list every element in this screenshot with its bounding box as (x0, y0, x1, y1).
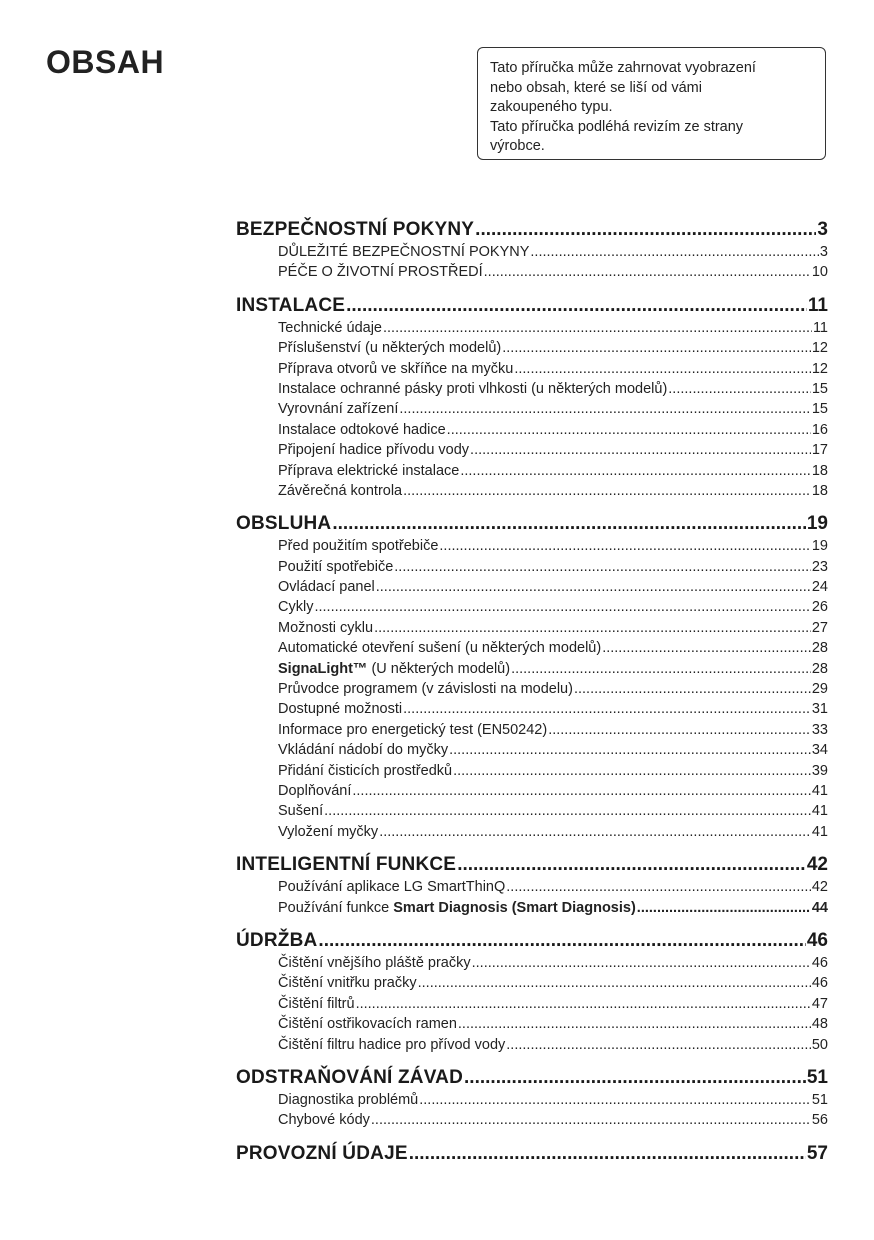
dot-leader (371, 1110, 811, 1130)
entry-title (278, 481, 402, 501)
page-number: 27 (811, 619, 828, 636)
dot-leader (506, 1035, 811, 1055)
toc-entry[interactable] (236, 359, 828, 379)
page-number: 15 (811, 380, 828, 397)
toc-section-heading[interactable] (236, 219, 828, 241)
dot-leader (511, 659, 811, 679)
table-of-contents (236, 219, 828, 1177)
toc-entry[interactable] (236, 1110, 828, 1130)
dot-leader (602, 638, 811, 658)
toc-entry[interactable] (236, 379, 828, 399)
dot-leader (409, 1143, 806, 1165)
page-number: 28 (811, 640, 828, 657)
section-title: INTELIGENTNÍ FUNKCE (236, 854, 457, 876)
entry-title (278, 953, 471, 973)
entry-title (278, 638, 601, 658)
toc-entry[interactable] (236, 953, 828, 973)
entry-title-text: Čištění vnějšího pláště pračky (278, 954, 471, 971)
dot-leader (447, 420, 811, 440)
page-number: 51 (811, 1091, 828, 1108)
section-title: BEZPEČNOSTNÍ POKYNY (236, 219, 475, 240)
dot-leader (318, 930, 805, 952)
dot-leader (379, 822, 811, 842)
page-number: 16 (811, 421, 828, 438)
entry-title-text: Dostupné možnosti (278, 701, 403, 718)
toc-entry[interactable] (236, 822, 828, 842)
entry-title-text: Doplňování (278, 782, 352, 799)
page-number: 11 (812, 319, 828, 336)
toc-entry[interactable] (236, 338, 828, 358)
entry-title-text: Připojení hadice přívodu vody (278, 442, 470, 459)
toc-entry[interactable] (236, 1014, 828, 1034)
entry-title-text: Technické údaje (278, 319, 382, 336)
dot-leader (530, 242, 819, 262)
toc-entry[interactable] (236, 973, 828, 993)
toc-section (236, 1067, 828, 1131)
entry-title-text: Používání funkce (278, 899, 394, 916)
toc-section-heading[interactable] (236, 854, 828, 876)
entry-title-bold: SignaLight™ (278, 660, 368, 677)
dot-leader (394, 557, 811, 577)
entry-title-text: (U některých modelů) (367, 660, 511, 677)
toc-entry[interactable] (236, 577, 828, 597)
page-number: 11 (807, 294, 828, 316)
page-number: 24 (811, 579, 828, 596)
dot-leader (399, 399, 811, 419)
toc-section (236, 1143, 828, 1165)
dot-leader (668, 379, 811, 399)
entry-title-text: Sušení (278, 803, 324, 820)
note-line: Tato příručka může zahrnovat vyobrazení (490, 60, 756, 76)
entry-title (278, 461, 459, 481)
dot-leader (383, 318, 812, 338)
entry-title-text: Příslušenství (u některých modelů) (278, 340, 502, 357)
entry-title (278, 659, 510, 679)
dot-leader (403, 699, 811, 719)
toc-entry[interactable] (236, 481, 828, 501)
dot-leader (418, 973, 811, 993)
toc-entry[interactable] (236, 597, 828, 617)
note-line: Tato příručka podléhá revizím ze strany (490, 118, 744, 135)
dot-leader (548, 720, 811, 740)
entry-title (278, 781, 351, 801)
entry-title-text: Čištění filtru hadice pro přívod vody (278, 1036, 506, 1053)
toc-section (236, 295, 828, 502)
dot-leader (502, 338, 811, 358)
dot-leader (324, 801, 811, 821)
page-number: 41 (811, 823, 828, 840)
toc-entry[interactable] (236, 262, 828, 282)
entry-title-text: Používání aplikace LG SmartThinQ (278, 879, 506, 896)
dot-leader (472, 953, 811, 973)
dot-leader (419, 1090, 811, 1110)
toc-entry[interactable] (236, 618, 828, 638)
toc-entry[interactable] (236, 557, 828, 577)
entry-title-text: Instalace odtokové hadice (278, 421, 446, 438)
dot-leader (346, 295, 807, 317)
page-number: 29 (811, 681, 828, 698)
toc-entry[interactable] (236, 420, 828, 440)
page-number: 42 (806, 854, 828, 876)
entry-title-text: Cykly (278, 599, 314, 616)
page-number: 57 (806, 1142, 828, 1164)
entry-title-text: Diagnostika problémů (278, 1091, 419, 1108)
page-number: 44 (811, 899, 828, 916)
page-number: 17 (811, 442, 828, 459)
page-number: 19 (811, 538, 828, 555)
entry-title (278, 699, 402, 719)
toc-entry[interactable] (236, 318, 828, 338)
entry-title-text: Před použitím spotřebiče (278, 538, 439, 555)
entry-title (278, 557, 393, 577)
dot-leader (352, 781, 811, 801)
dot-leader (460, 461, 811, 481)
dot-leader (356, 994, 811, 1014)
entry-title-text: Chybové kódy (278, 1112, 370, 1129)
entry-title-bold: Smart Diagnosis (Smart Diagnosis) (393, 899, 636, 916)
entry-title (278, 1035, 505, 1055)
page-number: 42 (811, 879, 828, 896)
page-number: 23 (811, 558, 828, 575)
page-number: 3 (819, 244, 828, 260)
entry-title-text: Informace pro energetický test (EN50242) (278, 721, 548, 738)
toc-section-heading[interactable] (236, 513, 828, 535)
dot-leader (439, 536, 810, 556)
toc-section (236, 854, 828, 918)
page-number: 28 (811, 660, 828, 677)
entry-title-text: Průvodce programem (v závislosti na modelu) (278, 681, 573, 698)
dot-leader (484, 262, 811, 282)
entry-title (278, 420, 446, 440)
entry-title (278, 597, 313, 617)
toc-section (236, 930, 828, 1055)
entry-title (278, 379, 667, 399)
entry-title (278, 822, 378, 842)
entry-title-text: Možnosti cyklu (278, 619, 374, 636)
toc-entry[interactable] (236, 399, 828, 419)
toc-entry[interactable] (236, 1090, 828, 1110)
toc-entry[interactable] (236, 440, 828, 460)
page-number: 19 (806, 513, 828, 535)
entry-title (278, 1090, 418, 1110)
entry-title (278, 740, 448, 760)
page-number: 18 (811, 462, 828, 479)
section-title: ODSTRAŇOVÁNÍ ZÁVAD (236, 1066, 464, 1088)
section-title: INSTALACE (236, 294, 346, 316)
entry-title-text: Ovládací panel (278, 579, 375, 596)
page-number: 18 (811, 482, 828, 499)
page-number: 46 (806, 929, 828, 951)
page-number: 15 (811, 401, 828, 418)
dot-leader (453, 761, 811, 781)
toc-entry[interactable] (236, 761, 828, 781)
page-number: 46 (811, 954, 828, 971)
entry-title-text: Příprava elektrické instalace (278, 462, 460, 479)
entry-title (278, 242, 529, 262)
entry-title-text: Příprava otvorů ve skříňce na myčku (278, 360, 514, 377)
entry-title-text: Vyložení myčky (278, 823, 379, 840)
toc-section-heading[interactable] (236, 1067, 828, 1089)
entry-title (278, 618, 373, 638)
page-number: 34 (811, 742, 828, 759)
entry-title (278, 1014, 457, 1034)
entry-title (278, 1110, 370, 1130)
entry-title-text: Čištění filtrů (278, 995, 355, 1012)
page-number: 56 (811, 1112, 828, 1129)
toc-entry[interactable] (236, 536, 828, 556)
toc-entry[interactable] (236, 781, 828, 801)
entry-title-text: Čištění ostřikovacích ramen (278, 1016, 457, 1033)
entry-title-text: Automatické otevření sušení (u některých modelů) (278, 640, 602, 657)
page-number: 12 (811, 360, 828, 377)
dot-leader (637, 898, 811, 918)
dot-leader (457, 854, 806, 876)
entry-title-text: PÉČE O ŽIVOTNÍ PROSTŘEDÍ (278, 264, 483, 281)
toc-entry[interactable] (236, 242, 828, 262)
entry-title (278, 801, 323, 821)
dot-leader (464, 1067, 806, 1089)
entry-title (278, 359, 513, 379)
page-number: 50 (811, 1036, 828, 1053)
toc-entry[interactable] (236, 720, 828, 740)
toc-section (236, 513, 828, 842)
entry-title-text: Čištění vnitřku pračky (278, 975, 417, 992)
dot-leader (470, 440, 811, 460)
entry-title-text: Vkládání nádobí do myčky (278, 742, 449, 759)
dot-leader (374, 618, 811, 638)
entry-title (278, 898, 636, 918)
entry-title-text: Instalace ochranné pásky proti vlhkosti (u některých modelů) (278, 380, 668, 397)
page-number: 39 (811, 762, 828, 779)
entry-title-text: DŮLEŽITÉ BEZPEČNOSTNÍ POKYNY (278, 244, 530, 260)
entry-title (278, 994, 355, 1014)
page-number: 47 (811, 995, 828, 1012)
page-number: 46 (811, 975, 828, 992)
section-title: PROVOZNÍ ÚDAJE (236, 1142, 408, 1164)
section-title: ÚDRŽBA (236, 929, 318, 951)
dot-leader (458, 1014, 811, 1034)
entry-title (278, 536, 438, 556)
section-title: OBSLUHA (236, 513, 332, 535)
entry-title-text: Použití spotřebiče (278, 558, 394, 575)
page-number: 48 (811, 1016, 828, 1033)
toc-entry[interactable] (236, 994, 828, 1014)
entry-title-text: Závěrečná kontrola (278, 482, 403, 499)
dot-leader (475, 219, 816, 241)
toc-entry[interactable] (236, 659, 828, 679)
entry-title (278, 720, 547, 740)
dot-leader (332, 513, 806, 535)
toc-section-heading[interactable] (236, 295, 828, 317)
toc-entry[interactable] (236, 801, 828, 821)
note-line: výrobce. (490, 138, 545, 154)
note-line: nebo obsah, které se liší od vámi (490, 79, 702, 96)
entry-title (278, 440, 469, 460)
disclaimer-note (477, 47, 826, 160)
dot-leader (449, 740, 811, 760)
note-line: zakoupeného typu. (490, 99, 613, 115)
toc-entry[interactable] (236, 679, 828, 699)
toc-entry[interactable] (236, 461, 828, 481)
page-number: 41 (811, 803, 828, 820)
entry-title (278, 877, 505, 897)
toc-section-heading[interactable] (236, 1143, 828, 1165)
dot-leader (514, 359, 811, 379)
entry-title (278, 262, 483, 282)
page-number: 41 (811, 782, 828, 799)
toc-section (236, 219, 828, 283)
page-number: 12 (811, 340, 828, 357)
page-number: 31 (811, 701, 828, 718)
toc-entry[interactable] (236, 699, 828, 719)
toc-entry[interactable] (236, 638, 828, 658)
toc-entry[interactable] (236, 740, 828, 760)
entry-title (278, 318, 382, 338)
dot-leader (574, 679, 811, 699)
toc-section-heading[interactable] (236, 930, 828, 952)
entry-title (278, 577, 375, 597)
toc-entry[interactable] (236, 877, 828, 897)
entry-title (278, 973, 417, 993)
toc-entry[interactable] (236, 898, 828, 918)
dot-leader (376, 577, 811, 597)
entry-title-text: Přidání čisticích prostředků (278, 762, 453, 779)
entry-title (278, 761, 452, 781)
page-number: 51 (806, 1066, 828, 1088)
entry-title (278, 679, 573, 699)
dot-leader (506, 877, 811, 897)
page-number: 33 (811, 721, 828, 738)
dot-leader (314, 597, 810, 617)
entry-title (278, 338, 501, 358)
entry-title-text: Vyrovnání zařízení (278, 401, 399, 418)
dot-leader (403, 481, 811, 501)
toc-entry[interactable] (236, 1035, 828, 1055)
page-title: OBSAH (46, 44, 165, 80)
page-number: 3 (817, 219, 828, 240)
entry-title (278, 399, 398, 419)
page-number: 26 (811, 599, 828, 616)
page-number: 10 (811, 264, 828, 281)
